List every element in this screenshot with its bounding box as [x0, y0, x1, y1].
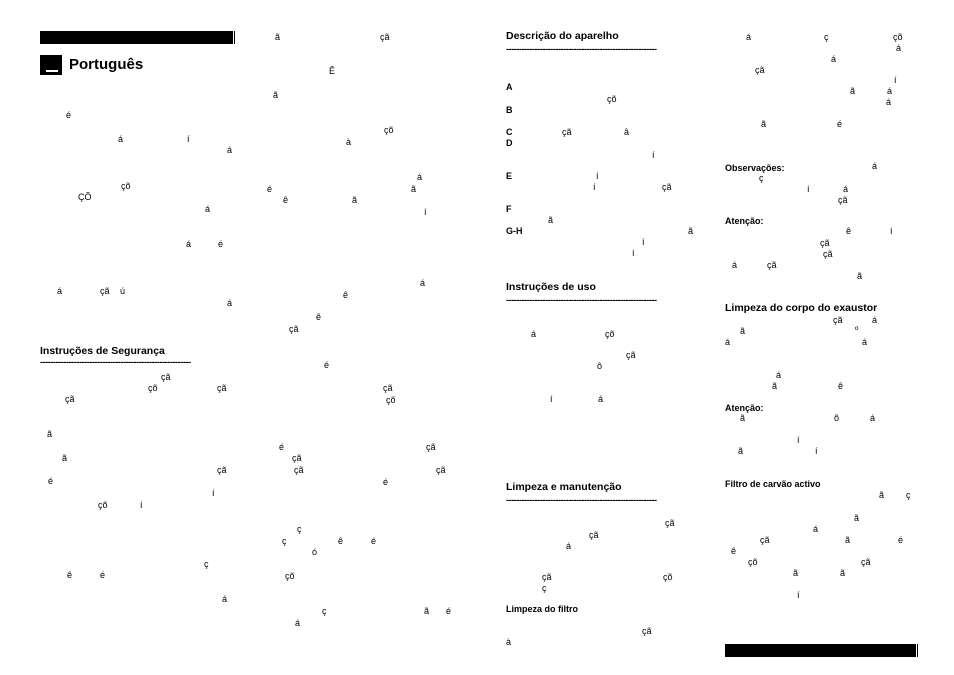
glyph: çã: [767, 260, 777, 270]
glyph: á: [831, 54, 837, 64]
glyph: ã: [273, 90, 279, 100]
glyph: çã: [65, 394, 75, 404]
glyph: ó: [312, 547, 318, 557]
glyph: çã: [838, 195, 848, 205]
glyph: ê: [838, 381, 844, 391]
part-label-d: D: [506, 138, 513, 148]
heading-limpeza: Limpeza e manutenção: [506, 481, 622, 493]
glyph: çõ: [121, 181, 131, 191]
glyph: º: [855, 325, 859, 335]
glyph: é: [218, 239, 224, 249]
glyph: çõ: [663, 572, 673, 582]
glyph: çõ: [607, 94, 617, 104]
glyph: á: [598, 394, 604, 404]
glyph: á: [886, 97, 892, 107]
glyph: á: [746, 32, 752, 42]
glyph: çõ: [748, 557, 758, 567]
glyph: ç: [824, 32, 829, 42]
glyph: ê: [316, 312, 322, 322]
glyph: é: [279, 442, 285, 452]
glyph: ÇÕ: [78, 192, 92, 202]
glyph: çã: [823, 249, 833, 259]
glyph: á: [732, 260, 738, 270]
glyph: çã: [662, 182, 672, 192]
glyph: á: [862, 337, 868, 347]
language-title: Português: [69, 56, 144, 73]
glyph: çã: [626, 350, 636, 360]
glyph: çã: [294, 465, 304, 475]
glyph: á: [118, 134, 124, 144]
glyph: â: [624, 127, 630, 137]
glyph: ã: [352, 195, 358, 205]
glyph: á: [420, 278, 426, 288]
glyph: ê: [343, 290, 349, 300]
glyph: ã: [840, 568, 846, 578]
heading-descricao: Descrição do aparelho: [506, 30, 619, 42]
heading-atencao: Atenção:: [725, 216, 764, 226]
glyph: é: [100, 570, 106, 580]
glyph: í: [212, 488, 215, 498]
glyph: á: [227, 298, 233, 308]
glyph: á: [566, 541, 572, 551]
glyph: ú: [120, 286, 126, 296]
glyph: ê: [731, 546, 737, 556]
glyph: í: [797, 435, 800, 445]
glyph: ç: [204, 559, 209, 569]
glyph: í: [140, 500, 143, 510]
glyph: é: [324, 360, 330, 370]
glyph: ç: [906, 490, 911, 500]
glyph: á: [227, 145, 233, 155]
footer-bar-right: [725, 644, 916, 657]
heading-filtro: Limpeza do filtro: [506, 604, 578, 614]
glyph: á: [870, 413, 876, 423]
glyph: í: [187, 134, 190, 144]
glyph: çã: [562, 127, 572, 137]
glyph: á: [887, 86, 893, 96]
heading-seguranca: Instruções de Segurança: [40, 345, 165, 357]
glyph: çõ: [148, 383, 158, 393]
glyph: é: [898, 535, 904, 545]
glyph: é: [446, 606, 452, 616]
glyph: çã: [380, 32, 390, 42]
glyph: çõ: [386, 395, 396, 405]
glyph: çã: [100, 286, 110, 296]
glyph: õ: [834, 413, 840, 423]
glyph: í: [652, 150, 655, 160]
glyph: é: [66, 110, 72, 120]
glyph: ô: [597, 361, 603, 371]
glyph: çã: [589, 530, 599, 540]
glyph: á: [531, 329, 537, 339]
glyph: á: [295, 618, 301, 628]
glyph: á: [725, 337, 731, 347]
glyph: çõ: [605, 329, 615, 339]
glyph: í: [642, 237, 645, 247]
glyph: í: [593, 182, 596, 192]
glyph: çõ: [893, 32, 903, 42]
glyph: ã: [62, 453, 68, 463]
glyph: ã: [424, 606, 430, 616]
heading-carvao: Filtro de carvão activo: [725, 479, 821, 489]
glyph: à: [506, 637, 512, 647]
heading-uso: Instruções de uso: [506, 281, 596, 293]
glyph: í: [894, 75, 897, 85]
part-label-b: B: [506, 105, 513, 115]
glyph: ã: [688, 226, 694, 236]
part-label-c: C: [506, 127, 513, 137]
glyph: çã: [161, 372, 171, 382]
glyph: çã: [861, 557, 871, 567]
glyph: ã: [793, 568, 799, 578]
language-flag-icon: [40, 55, 62, 75]
glyph: á: [872, 161, 878, 171]
glyph: ê: [846, 226, 852, 236]
glyph: çã: [760, 535, 770, 545]
glyph: í: [815, 446, 818, 456]
glyph: ã: [738, 446, 744, 456]
glyph: çõ: [98, 500, 108, 510]
glyph: çã: [217, 465, 227, 475]
glyph: à: [346, 137, 352, 147]
glyph: ã: [740, 413, 746, 423]
part-label-f: F: [506, 204, 512, 214]
glyph: é: [837, 119, 843, 129]
glyph: á: [896, 43, 902, 53]
glyph: ê: [67, 570, 73, 580]
dash-rule: ----------------------------------------------------------: [506, 296, 657, 304]
glyph: é: [383, 477, 389, 487]
glyph: ç: [759, 173, 764, 183]
header-bar-left: [40, 31, 233, 44]
heading-observacoes: Observações:: [725, 163, 785, 173]
glyph: çõ: [285, 571, 295, 581]
glyph: Ê: [329, 66, 336, 76]
glyph: ã: [740, 326, 746, 336]
part-label-a: A: [506, 82, 513, 92]
glyph: á: [417, 172, 423, 182]
heading-corpo: Limpeza do corpo do exaustor: [725, 302, 878, 314]
glyph: çã: [292, 453, 302, 463]
glyph: á: [222, 594, 228, 604]
glyph: çã: [436, 465, 446, 475]
glyph: ã: [845, 535, 851, 545]
glyph: á: [776, 370, 782, 380]
glyph: ã: [548, 215, 554, 225]
glyph: ã: [772, 381, 778, 391]
glyph: á: [57, 286, 63, 296]
glyph: ê: [338, 536, 344, 546]
glyph: çõ: [384, 125, 394, 135]
glyph: á: [872, 315, 878, 325]
glyph: í: [550, 394, 553, 404]
glyph: á: [813, 524, 819, 534]
glyph: í: [797, 590, 800, 600]
glyph: ã: [275, 32, 281, 42]
glyph: é: [371, 536, 377, 546]
glyph: í: [890, 226, 893, 236]
glyph: çã: [383, 383, 393, 393]
glyph: ç: [297, 524, 302, 534]
glyph: í: [807, 184, 810, 194]
glyph: ã: [47, 429, 53, 439]
glyph: ç: [542, 583, 547, 593]
glyph: çã: [289, 324, 299, 334]
glyph: çã: [217, 383, 227, 393]
glyph: ã: [857, 271, 863, 281]
glyph: ê: [283, 195, 289, 205]
part-label-gh: G-H: [506, 226, 523, 236]
glyph: çã: [820, 238, 830, 248]
glyph: ã: [850, 86, 856, 96]
glyph: ã: [879, 490, 885, 500]
glyph: ã: [411, 184, 417, 194]
glyph: ã: [761, 119, 767, 129]
glyph: çã: [755, 65, 765, 75]
glyph: é: [267, 184, 273, 194]
glyph: á: [186, 239, 192, 249]
glyph: ç: [322, 606, 327, 616]
glyph: çã: [542, 572, 552, 582]
glyph: á: [843, 184, 849, 194]
glyph: í: [632, 248, 635, 258]
glyph: ç: [282, 536, 287, 546]
heading-atencao: Atenção:: [725, 403, 764, 413]
part-label-e: E: [506, 171, 513, 181]
glyph: ã: [854, 513, 860, 523]
glyph: çã: [833, 315, 843, 325]
glyph: í: [596, 171, 599, 181]
glyph: á: [205, 204, 211, 214]
glyph: çã: [426, 442, 436, 452]
glyph: é: [48, 476, 54, 486]
dash-rule: ----------------------------------------------------------: [506, 496, 657, 504]
dash-rule: ----------------------------------------------------------: [40, 358, 191, 366]
dash-rule: ----------------------------------------------------------: [506, 45, 657, 53]
glyph: í: [424, 207, 427, 217]
glyph: çã: [665, 518, 675, 528]
glyph: çã: [642, 626, 652, 636]
